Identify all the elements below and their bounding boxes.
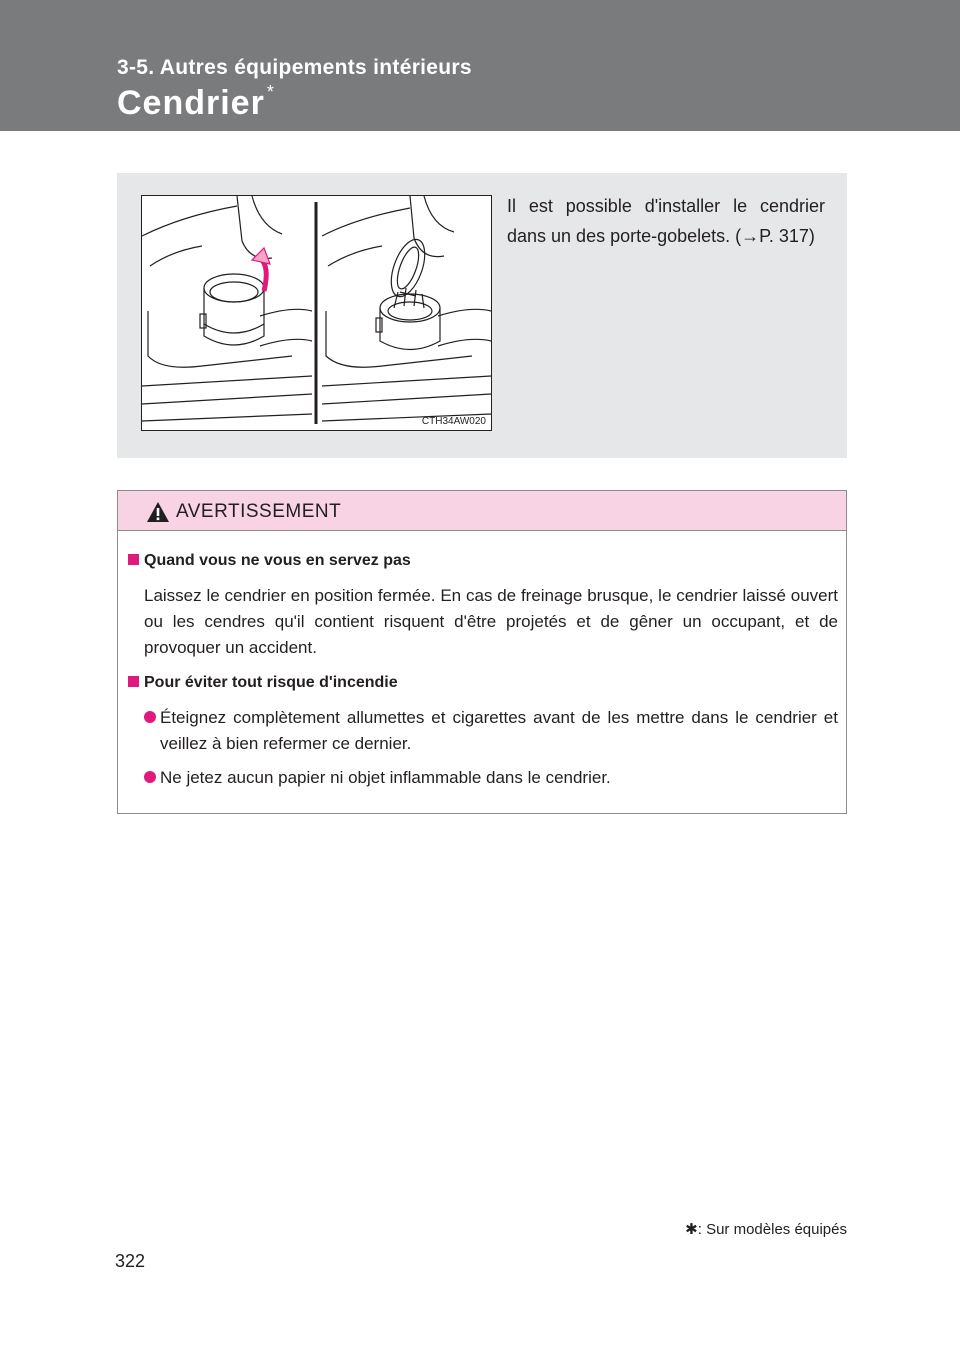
ashtray-drawing: [142, 196, 491, 430]
warning-box: [117, 490, 847, 814]
warning-header: [118, 491, 846, 531]
info-text: Il est possible d'installer le cendrier dans un des porte-gobelets. (→P. 317): [507, 196, 825, 246]
warning-paragraph-1: Laissez le cendrier en position fermée. En cas de freinage brusque, le cendrier laissé ouvert ou les cendres qu'il contient risquent d'être projetés et de gêner un occupant, et de provoquer un accident.: [144, 586, 838, 657]
square-bullet-icon: [128, 554, 139, 565]
ashtray-illustration: [141, 195, 492, 431]
warning-label: AVERTISSEMENT: [176, 501, 342, 522]
warning-heading-2: Pour éviter tout risque d'incendie: [128, 674, 398, 692]
section-title: 3-5. Autres équipements intérieurs: [117, 56, 472, 79]
square-bullet-icon: [128, 676, 139, 687]
info-panel: [117, 173, 847, 458]
warning-bullet-2: Ne jetez aucun papier ni objet inflammable dans le cendrier.: [144, 765, 838, 791]
circle-bullet-icon: [144, 771, 156, 783]
footnote: ✱: Sur modèles équipés: [685, 1221, 847, 1238]
warning-heading-1: Quand vous ne vous en servez pas: [128, 552, 411, 570]
page-title: [117, 84, 275, 123]
figure-code: CTH34AW020: [421, 416, 486, 427]
warning-bullet-1: Éteignez complètement allumettes et cigarettes avant de les mettre dans le cendrier et veillez à bien refermer ce dernier.: [144, 705, 838, 757]
page-header: [0, 0, 960, 131]
warning-triangle-icon: [146, 501, 170, 523]
asterisk-mark: *: [266, 82, 275, 102]
page-title-text: Cendrier: [117, 84, 265, 122]
circle-bullet-icon: [144, 711, 156, 723]
page-number: 322: [115, 1251, 146, 1271]
